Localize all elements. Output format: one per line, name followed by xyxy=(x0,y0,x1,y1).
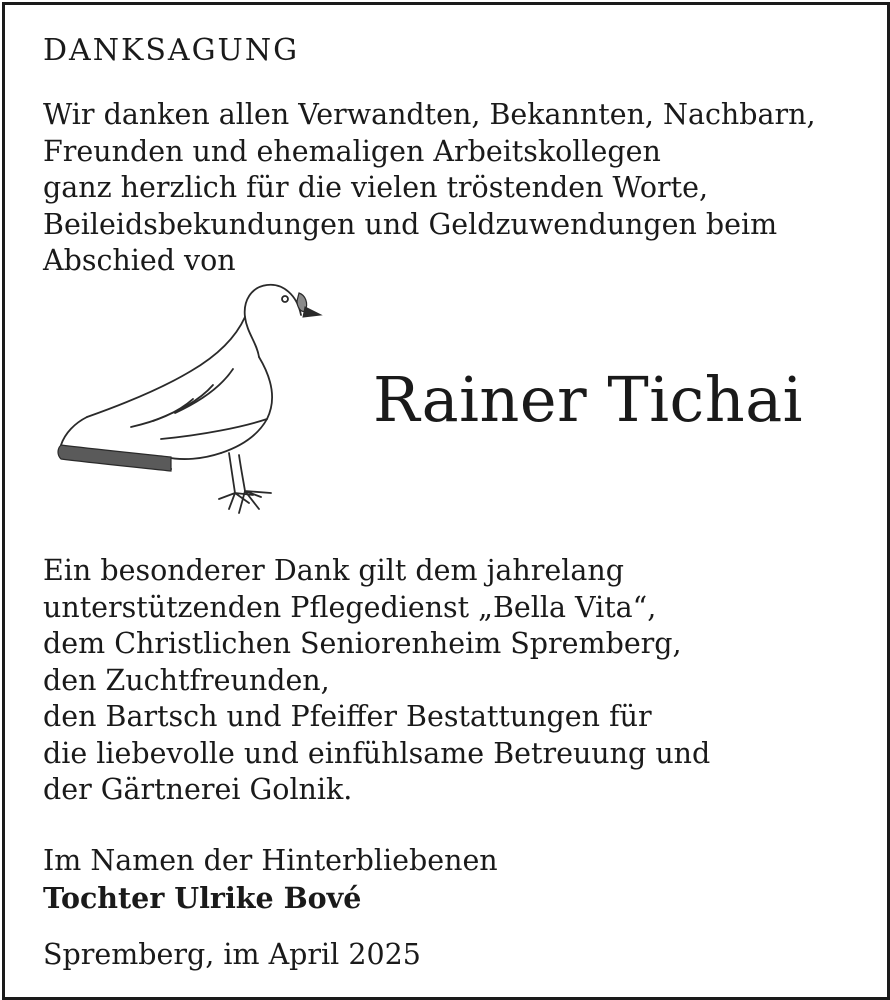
obituary-notice-card xyxy=(2,2,890,1000)
thanks-line: dem Christlichen Seniorenheim Spremberg, xyxy=(43,627,682,660)
intro-text xyxy=(43,97,816,280)
signer-name: Tochter Ulrike Bové xyxy=(43,880,362,915)
thanks-line: der Gärtnerei Golnik. xyxy=(43,773,353,806)
intro-line: Abschied von xyxy=(43,244,236,277)
intro-line: Wir danken allen Verwandten, Bekannten, Nachbarn, xyxy=(43,98,816,131)
special-thanks-text xyxy=(43,553,710,809)
thanks-line: Ein besonderer Dank gilt dem jahrelang xyxy=(43,554,624,587)
thanks-line: den Bartsch und Pfeiffer Bestattungen für xyxy=(43,700,652,733)
pigeon-icon xyxy=(53,277,333,537)
closing-line: Im Namen der Hinterbliebenen xyxy=(43,844,498,877)
intro-line: Freunden und ehemaligen Arbeitskollegen xyxy=(43,134,661,168)
place-and-date: Spremberg, im April 2025 xyxy=(43,938,421,971)
closing-block xyxy=(43,843,498,916)
intro-line: Beileidsbekundungen und Geldzuwendungen beim xyxy=(43,207,778,241)
thanks-line: den Zuchtfreunden, xyxy=(43,663,330,697)
intro-line: ganz herzlich für die vielen tröstenden Worte, xyxy=(43,171,709,204)
thanks-line: die liebevolle und einfühlsame Betreuung und xyxy=(43,736,711,770)
deceased-name: Rainer Tichai xyxy=(373,363,803,436)
notice-heading: DANKSAGUNG xyxy=(43,33,300,68)
thanks-line: unterstützenden Pflegedienst „Bella Vita“, xyxy=(43,590,657,624)
